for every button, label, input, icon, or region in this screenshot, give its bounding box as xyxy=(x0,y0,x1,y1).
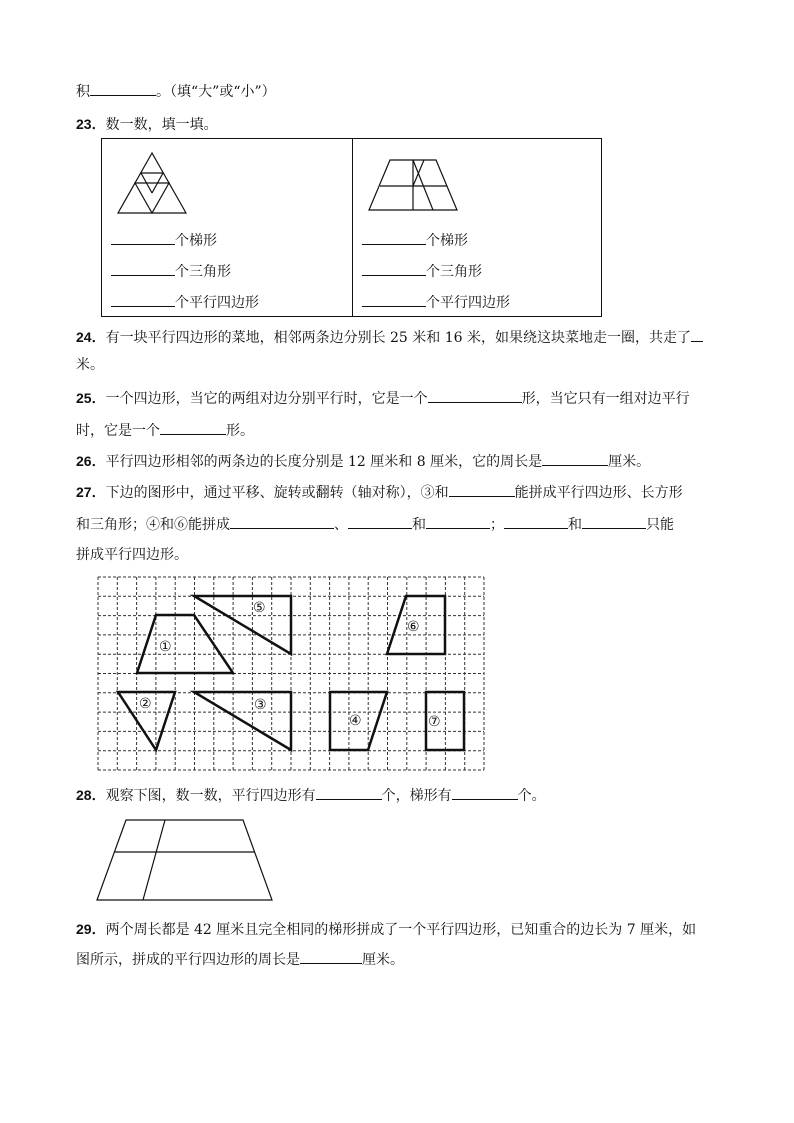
q24-number: 24． xyxy=(76,329,106,345)
q26-number: 26． xyxy=(76,453,106,469)
label-7: ⑦ xyxy=(428,714,441,730)
q27-text-b: 能拼成平行四边形、长方形 xyxy=(514,485,683,501)
q28-text-b: 个，梯形有 xyxy=(381,788,452,804)
q25-text-d: 形。 xyxy=(226,423,254,439)
q27-sep1: 、 xyxy=(334,517,348,533)
q29-text-b: 图所示，拼成的平行四边形的周长是 xyxy=(76,952,300,968)
q25-text-a: 一个四边形，当它的两组对边分别平行时，它是一个 xyxy=(105,391,428,407)
label-5: ⑤ xyxy=(253,600,266,616)
q26-text-a: 平行四边形相邻的两条边的长度分别是 12 厘米和 8 厘米，它的周长是 xyxy=(105,454,543,470)
q27-number: 27． xyxy=(76,484,106,500)
q24-text1: 有一块平行四边形的菜地，相邻两条边分别长 25 米和 16 米，如果绕这块菜地走一圈，共走了 xyxy=(105,330,692,346)
q28-number: 28． xyxy=(76,787,106,803)
label-6: ⑥ xyxy=(407,619,420,635)
q23-left-label3: 个平行四边形 xyxy=(175,295,259,311)
q28-text-a: 观察下图，数一数，平行四边形有 xyxy=(105,788,316,804)
q29-text-a: 两个周长都是 42 厘米且完全相同的梯形拼成了一个平行四边形，已知重合的边长为 7 厘米，如 xyxy=(105,922,697,938)
q23-number: 23． xyxy=(76,116,106,132)
label-4: ④ xyxy=(349,713,362,729)
q27-text-d: 只能 xyxy=(646,517,674,533)
q29-line1 xyxy=(76,920,696,939)
q23-left-label2: 个三角形 xyxy=(175,264,231,280)
q26-text-b: 厘米。 xyxy=(608,454,651,470)
q27-text-c: 和三角形；④和⑥能拼成 xyxy=(76,517,230,533)
q27-and1: 和 xyxy=(412,517,426,533)
label-3: ③ xyxy=(254,697,267,713)
q23-right-label1: 个梯形 xyxy=(426,233,468,249)
q29-blank[interactable] xyxy=(300,950,362,964)
q29-line2 xyxy=(76,950,404,969)
label-2: ② xyxy=(139,696,152,712)
label-1: ① xyxy=(159,639,172,655)
q29-text-c: 厘米。 xyxy=(362,952,404,968)
q25-text-b: 形，当它只有一组对边平行 xyxy=(521,391,690,407)
q25-number: 25． xyxy=(76,390,106,406)
q23-right-label3: 个平行四边形 xyxy=(426,295,510,311)
q22-post: 。（填“大”或“小”） xyxy=(156,84,276,100)
q22-pre: 积 xyxy=(76,84,90,100)
q23-left-label1: 个梯形 xyxy=(175,233,217,249)
q27-text-a: 下边的图形中，通过平移、旋转或翻转（轴对称），③和 xyxy=(105,485,449,501)
q27-semi: ； xyxy=(490,517,504,533)
q28-text-c: 个。 xyxy=(517,788,546,804)
q24-text2: 米。 xyxy=(76,357,104,373)
q27-and2: 和 xyxy=(568,517,582,533)
q23-right-label2: 个三角形 xyxy=(426,264,482,280)
q27-text-e: 拼成平行四边形。 xyxy=(76,547,188,563)
q25-text-c: 时，它是一个 xyxy=(76,423,160,439)
q29-number: 29． xyxy=(76,921,106,937)
q23-text: 数一数，填一填。 xyxy=(105,117,218,133)
